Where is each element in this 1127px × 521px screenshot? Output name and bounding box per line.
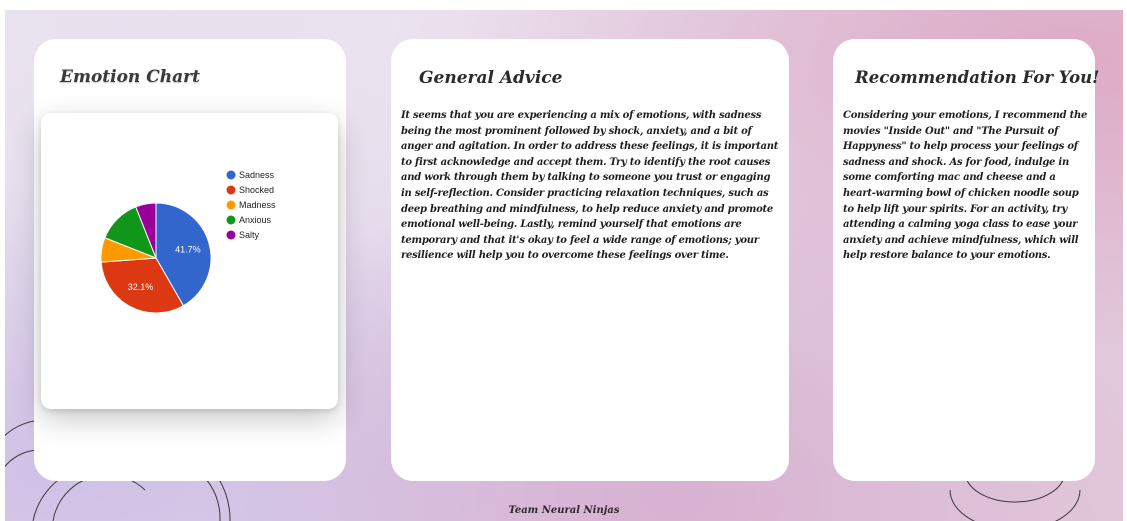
recommendation-title: Recommendation For You! [855,68,1100,87]
emotion-chart-card [34,39,346,481]
legend-label-salty[interactable]: Salty [239,230,260,240]
legend-marker-madness [227,201,236,210]
general-advice-card [391,39,789,481]
legend-label-madness[interactable]: Madness [239,200,276,210]
pie-data-label-shocked: 32.1% [127,282,154,293]
pie-data-label-sadness: 41.7% [175,244,201,255]
emotion-chart-title: Emotion Chart [60,67,200,87]
chart-panel [41,113,338,409]
legend-label-sadness[interactable]: Sadness [239,170,275,180]
legend-marker-anxious [227,216,236,225]
recommendation-card [833,39,1100,481]
recommendation-text: Considering your emotions, I recommend the movies "Inside Out" and "The Pursuit of Happyness" to help process your feelings of sadness and shock. As for food, indulge in some comforting mac and cheese and a heart-warming bowl of chicken noodle soup to help lift your spirits. For an activity, try attending a calming yoga class to ease your anxiety and achieve mindfulness, which will help restore balance to your emotions. [843,110,1088,262]
page-background [5,10,1123,521]
pie-chart [41,113,338,409]
legend-label-shocked[interactable]: Shocked [239,185,275,195]
footer-team-name: Team Neural Ninjas [508,505,620,516]
legend-marker-salty [227,231,236,240]
general-advice-text: It seems that you are experiencing a mix of emotions, with sadness being the most prominent followed by shock, anxiety, and a bit of anger and agitation. In order to address these feelings, it is important to first acknowledge and accept them. Try to identify the root causes and work through them by talking to someone you trust or engaging in self-reflection. Consider practicing relaxation techniques, such as deep breathing and mindfulness, to help reduce anxiety and promote emotional well-being. Lastly, remind yourself that emotions are temporary and that it's okay to feel a wide range of emotions; your resilience will help you to overcome these feelings over time. [401,110,779,262]
general-advice-title: General Advice [419,68,563,88]
legend-label-anxious[interactable]: Anxious [239,215,272,225]
legend-marker-shocked [227,186,236,195]
legend-marker-sadness [227,171,236,180]
